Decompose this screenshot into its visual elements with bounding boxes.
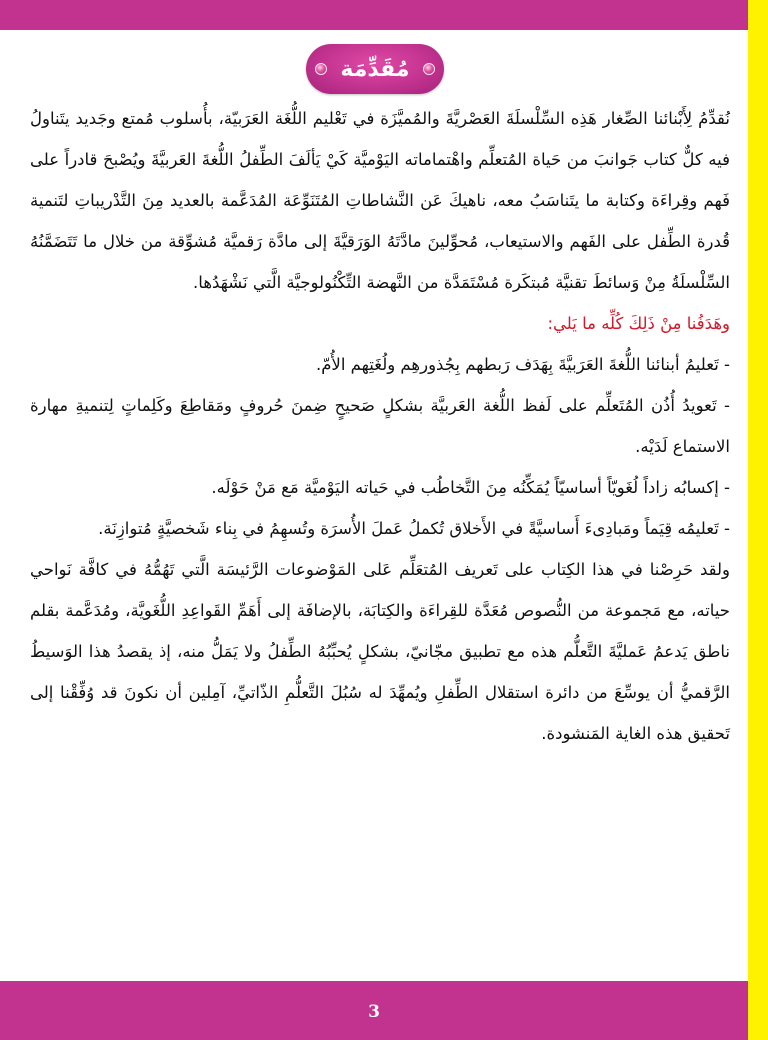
goal-item: - تَعليمُ أبنائنا اللُّغةَ العَرَبيَّةَ بِهَدَف رَبطهم بِجُذورهِم ولُغَتِهم الأُمّ. — [315, 355, 730, 374]
goal-item: - تَعويدُ أُذُن المُتَعلِّم على لَفظ اللُّغة العَربيَّة بشكلٍ صَحيحٍ ضِمنَ حُروفٍ ومَقاطِعَ وكَلِماتٍ لِتنميةِ مهارة الاستماع لَدَيْه. — [30, 396, 730, 456]
page-number: 3 — [368, 1001, 380, 1022]
side-color-band — [748, 0, 768, 1040]
goal-item: - تَعليمُه قِيَماً ومَبادِىءَ أَساسيَّةً في الأَخلاق تُكملُ عَملَ الأُسرَة وتُسهِمُ في بِناء شَخصيَّةٍ مُتوازِنَة. — [98, 519, 730, 538]
title-badge — [306, 44, 444, 94]
bottom-color-band — [0, 981, 748, 1040]
top-color-band — [0, 0, 748, 30]
intro-paragraph: نُقدِّمُ لِأَبْنائنا الصِّغار هَذِه السِّلْسلَةَ العَصْريَّةَ والمُميَّزَة في تَعْليم اللُّغَة العَرَبيّة، بأُسلوب مُمتع وجَديد يتَناولُ فيه كلٌّ كتاب جَوانبَ من حَياة المُتعلِّم واهْتماماته اليَوْميَّة كَيْ يَألَفَ الطِّفلُ اللُّغةَ العَربيَّةَ ويُصْبحَ قادراً على فَهم وقِراءَة وكتابة ما يتَناسَبُ معه، ناهيكَ عَن النَّشاطاتِ المُتَنَوِّعَة المُدَعَّمة بالعديد مِنَ التَّدْريباتِ لتَنمية قُدرة الطِّفل على الفَهم والاستيعاب، مُحوِّلينَ مادَّتَهُ الوَرَقيَّةَ إلى مادَّة رَقميَّة مُشوِّقة من خلال ما تَتَضَمَّنُهُ السِّلْسلَةُ مِنْ وَسائطَ تقنيَّة مُبتكَرة مُسْتَمَدَّة من النَّهضة التِّكْنُولوجيَّة الَّتي نَشْهَدُها. — [30, 109, 730, 292]
page-body — [30, 98, 730, 754]
goals-heading: وهَدَفُنا مِنْ ذَلِكَ كُلِّه ما يَلي: — [547, 314, 730, 333]
goal-item: - إكسابُه زاداً لُغَويّاً أساسيّاً يُمَكِّنُه مِنَ التَّخاطُب في حَياته اليَوْميَّة مَع مَنْ حَوْلَه. — [211, 478, 730, 497]
page-title: مُقَدِّمَة — [340, 56, 410, 82]
closing-paragraph: ولقد حَرِصْنا في هذا الكِتاب على تَعريف المُتعَلِّم عَلى المَوْضوعات الرَّئيسَة الَّتي تَهُمُّهُ في كافَّة نَواحي حياته، مع مَجموعة من النُّصوص مُعَدَّة للقِراءَة والكِتابَة، بالإضافَة إلى أَهَمِّ القَواعِدِ اللُّغَويَّة، ومُدَعَّمة بقلم ناطق يَدعمُ عَمليَّةَ التَّعلُّم هذه مع تطبيق مجّانيّ، بشكلٍ يُحبِّبُهُ الطِّفلُ ولا يَمَلُّ منه، إذ يقصدُ هذا الوَسيطُ الرَّقميُّ أن يوسِّعَ من دائرة استقلال الطِّفلِ ويُمهِّدَ له سُبُلَ التَّعلُّمِ الذّاتيِّ، آمِلين أن نكونَ قد وُفِّقْنا إلى تَحقيق هذه الغاية المَنشودة. — [30, 560, 730, 743]
badge-ornament-left-icon — [315, 63, 327, 75]
badge-ornament-right-icon — [423, 63, 435, 75]
